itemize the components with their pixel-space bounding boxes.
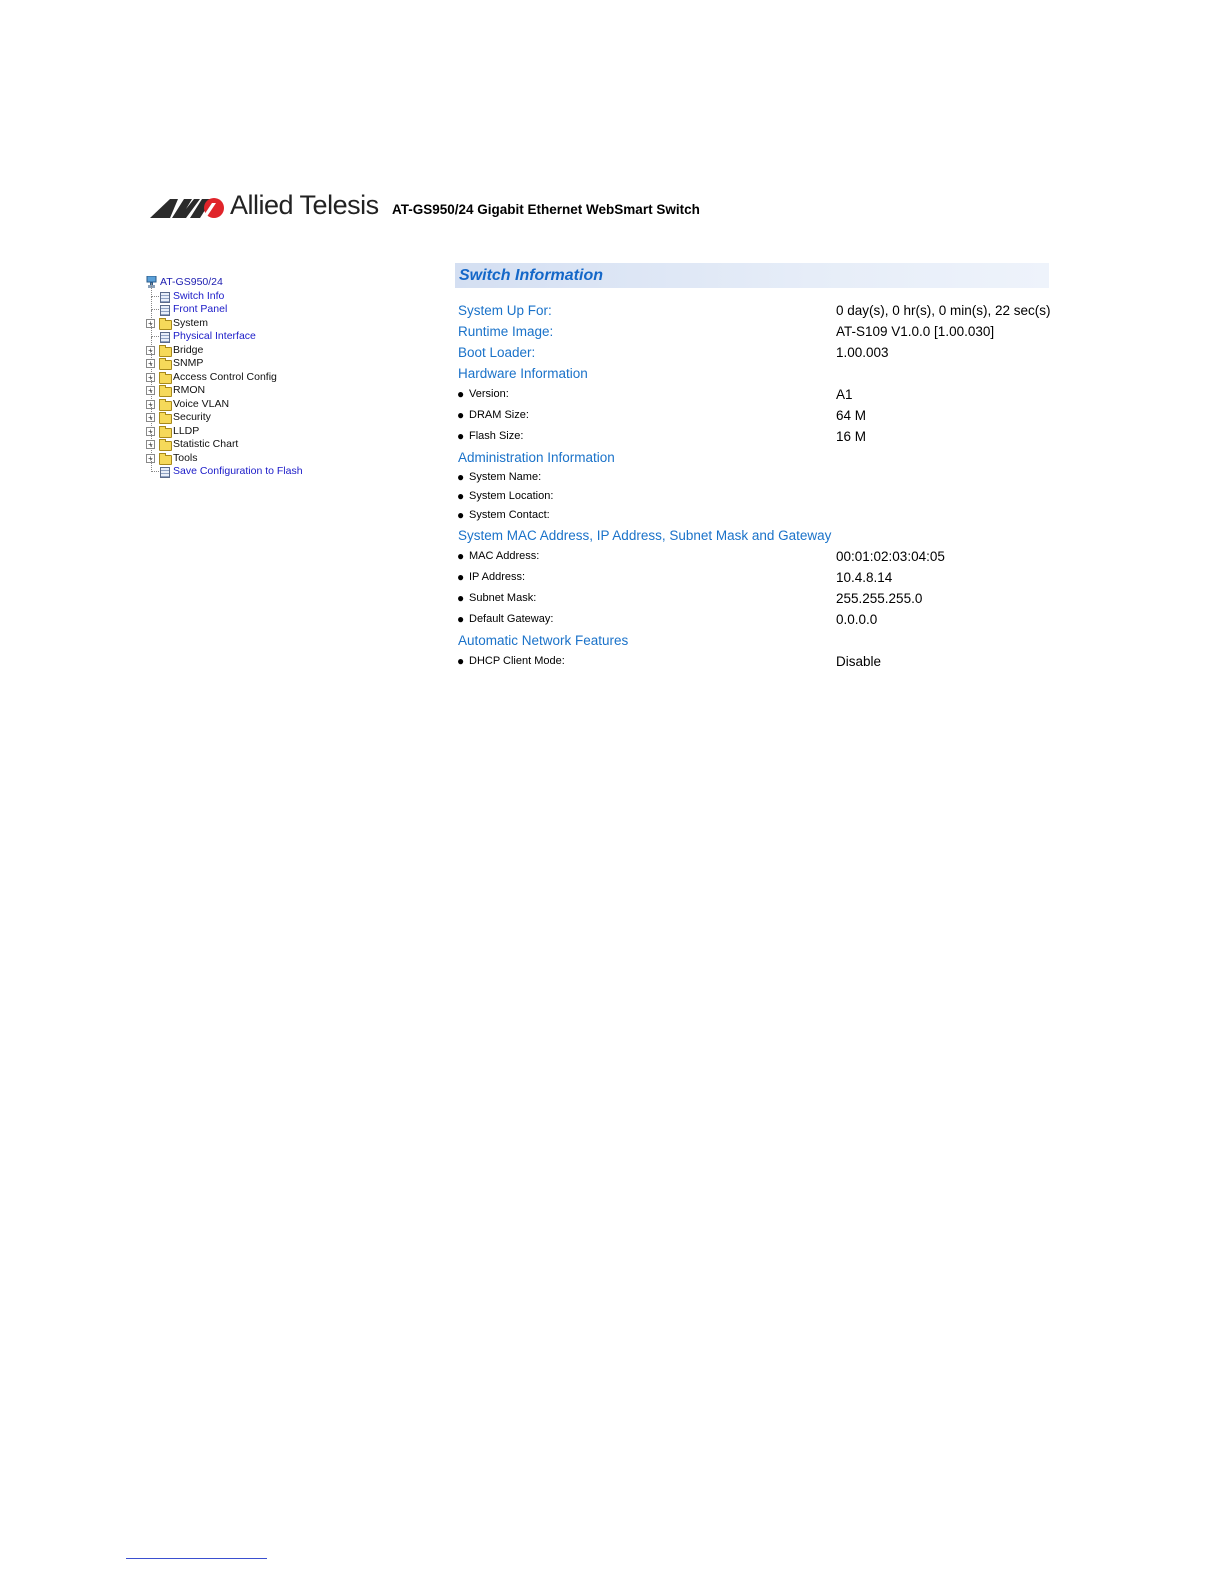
section-heading: Administration Information bbox=[458, 450, 615, 465]
tree-item-tools[interactable] bbox=[142, 452, 422, 466]
info-row-flash-size bbox=[455, 426, 1049, 447]
flash-size-value: 16 M bbox=[836, 429, 867, 444]
tree-item-switch-info[interactable] bbox=[142, 290, 422, 304]
system-location-label: System Location: bbox=[469, 490, 554, 502]
tree-item-label: Security bbox=[173, 411, 211, 423]
info-row-boot-loader bbox=[455, 342, 1049, 363]
panel-title: Switch Information bbox=[455, 263, 1049, 288]
bullet-icon: ● bbox=[457, 654, 465, 668]
system-name-label: System Name: bbox=[469, 471, 542, 483]
expand-plus-icon[interactable]: + bbox=[146, 319, 155, 328]
tree-item-label: SNMP bbox=[173, 357, 204, 369]
section-automatic-network-features bbox=[455, 630, 1049, 651]
section-heading: Hardware Information bbox=[458, 366, 588, 381]
runtime-image-value: AT-S109 V1.0.0 [1.00.030] bbox=[836, 324, 995, 339]
bullet-icon: ● bbox=[457, 508, 465, 522]
brand-name: Allied Telesis bbox=[230, 190, 379, 220]
expand-plus-icon[interactable]: + bbox=[146, 373, 155, 382]
info-row-mac-address bbox=[455, 546, 1049, 567]
tree-item-statistic-chart[interactable] bbox=[142, 438, 422, 452]
default-gateway-label: Default Gateway: bbox=[469, 613, 554, 625]
folder-icon bbox=[159, 414, 172, 424]
info-row-system-up bbox=[455, 300, 1049, 321]
tree-item-label: Statistic Chart bbox=[173, 438, 239, 450]
folder-icon bbox=[159, 441, 172, 451]
system-up-label: System Up For: bbox=[458, 303, 552, 318]
header bbox=[150, 190, 750, 228]
version-value: A1 bbox=[836, 387, 853, 402]
tree-item-access-control-config[interactable] bbox=[142, 371, 422, 385]
folder-icon bbox=[159, 374, 172, 384]
tree-item-label: Voice VLAN bbox=[173, 397, 230, 410]
expand-plus-icon[interactable]: + bbox=[146, 386, 155, 395]
tree-item-bridge[interactable] bbox=[142, 344, 422, 358]
bullet-icon: ● bbox=[457, 470, 465, 484]
tree-item-security[interactable] bbox=[142, 411, 422, 425]
bullet-icon: ● bbox=[457, 429, 465, 443]
info-row-default-gateway bbox=[455, 609, 1049, 630]
section-heading: Automatic Network Features bbox=[458, 633, 629, 648]
bullet-icon: ● bbox=[457, 612, 465, 626]
boot-loader-value: 1.00.003 bbox=[836, 345, 889, 360]
tree-item-label: Bridge bbox=[173, 343, 204, 356]
default-gateway-value: 0.0.0.0 bbox=[836, 612, 878, 627]
bullet-icon: ● bbox=[457, 570, 465, 584]
dram-size-value: 64 M bbox=[836, 408, 867, 423]
tree-item-label: Physical Interface bbox=[173, 330, 256, 342]
folder-icon bbox=[159, 387, 172, 397]
tree-item-physical-interface[interactable] bbox=[142, 330, 422, 344]
footnote-separator bbox=[126, 1558, 267, 1559]
tree-item-label: Access Control Config bbox=[173, 370, 277, 383]
folder-icon bbox=[159, 320, 172, 330]
tree-item-lldp[interactable] bbox=[142, 425, 422, 439]
product-title: AT-GS950/24 Gigabit Ethernet WebSmart Switch bbox=[392, 202, 700, 217]
switch-information-panel bbox=[455, 263, 1049, 672]
tree-item-front-panel[interactable] bbox=[142, 303, 422, 317]
expand-plus-icon[interactable]: + bbox=[146, 346, 155, 355]
info-row-dhcp-client-mode bbox=[455, 651, 1049, 672]
section-administration-information bbox=[455, 447, 1049, 468]
system-up-value: 0 day(s), 0 hr(s), 0 min(s), 22 sec(s) bbox=[836, 303, 1051, 318]
tree-item-label: Switch Info bbox=[173, 289, 225, 302]
version-label: Version: bbox=[469, 388, 509, 400]
tree-item-label: Tools bbox=[173, 451, 198, 464]
expand-plus-icon[interactable]: + bbox=[146, 454, 155, 463]
folder-icon bbox=[159, 360, 172, 370]
tree-item-rmon[interactable] bbox=[142, 384, 422, 398]
expand-plus-icon[interactable]: + bbox=[146, 413, 155, 422]
bullet-icon: ● bbox=[457, 408, 465, 422]
bullet-icon: ● bbox=[457, 549, 465, 563]
dram-size-label: DRAM Size: bbox=[469, 409, 529, 421]
tree-item-voice-vlan[interactable] bbox=[142, 398, 422, 412]
boot-loader-label: Boot Loader: bbox=[458, 345, 536, 360]
tree-item-snmp[interactable] bbox=[142, 357, 422, 371]
tree-root-label: AT-GS950/24 bbox=[160, 276, 223, 288]
flash-size-label: Flash Size: bbox=[469, 430, 524, 442]
runtime-image-label: Runtime Image: bbox=[458, 324, 554, 339]
ip-address-label: IP Address: bbox=[469, 571, 526, 583]
section-heading: System MAC Address, IP Address, Subnet Mask and Gateway bbox=[458, 528, 832, 543]
tree-item-label: LLDP bbox=[173, 424, 200, 437]
info-row-dram-size bbox=[455, 405, 1049, 426]
expand-plus-icon[interactable]: + bbox=[146, 440, 155, 449]
folder-icon bbox=[159, 428, 172, 438]
tree-item-system[interactable] bbox=[142, 317, 422, 331]
expand-plus-icon[interactable]: + bbox=[146, 359, 155, 368]
tree-item-label: RMON bbox=[173, 384, 206, 396]
info-row-system-location bbox=[455, 487, 1049, 506]
folder-icon bbox=[159, 347, 172, 357]
tree-item-label: Save Configuration to Flash bbox=[173, 465, 303, 477]
page-icon bbox=[160, 292, 170, 303]
mac-address-label: MAC Address: bbox=[469, 550, 540, 562]
section-hardware-information bbox=[455, 363, 1049, 384]
expand-plus-icon[interactable]: + bbox=[146, 427, 155, 436]
bullet-icon: ● bbox=[457, 489, 465, 503]
tree-item-label: Front Panel bbox=[173, 303, 228, 315]
info-row-runtime-image bbox=[455, 321, 1049, 342]
bullet-icon: ● bbox=[457, 591, 465, 605]
info-row-subnet-mask bbox=[455, 588, 1049, 609]
expand-plus-icon[interactable]: + bbox=[146, 400, 155, 409]
system-contact-label: System Contact: bbox=[469, 509, 550, 521]
dhcp-client-mode-label: DHCP Client Mode: bbox=[469, 655, 565, 667]
folder-icon bbox=[159, 455, 172, 465]
info-row-system-name bbox=[455, 468, 1049, 487]
info-row-version bbox=[455, 384, 1049, 405]
tree-item-save-configuration[interactable] bbox=[142, 465, 422, 479]
info-row-system-contact bbox=[455, 506, 1049, 525]
ip-address-value: 10.4.8.14 bbox=[836, 570, 893, 585]
info-row-ip-address bbox=[455, 567, 1049, 588]
tree-root[interactable] bbox=[142, 276, 422, 290]
subnet-mask-label: Subnet Mask: bbox=[469, 592, 537, 604]
page-icon bbox=[160, 305, 170, 316]
folder-icon bbox=[159, 401, 172, 411]
bullet-icon: ● bbox=[457, 387, 465, 401]
section-network-settings bbox=[455, 525, 1049, 546]
page-icon bbox=[160, 332, 170, 343]
dhcp-client-mode-value: Disable bbox=[836, 654, 882, 669]
allied-telesis-logo-icon bbox=[150, 197, 226, 219]
navigation-tree bbox=[142, 276, 422, 479]
subnet-mask-value: 255.255.255.0 bbox=[836, 591, 923, 606]
info-list bbox=[455, 300, 1049, 672]
mac-address-value: 00:01:02:03:04:05 bbox=[836, 549, 945, 564]
page-icon bbox=[160, 467, 170, 478]
tree-item-label: System bbox=[173, 316, 209, 329]
